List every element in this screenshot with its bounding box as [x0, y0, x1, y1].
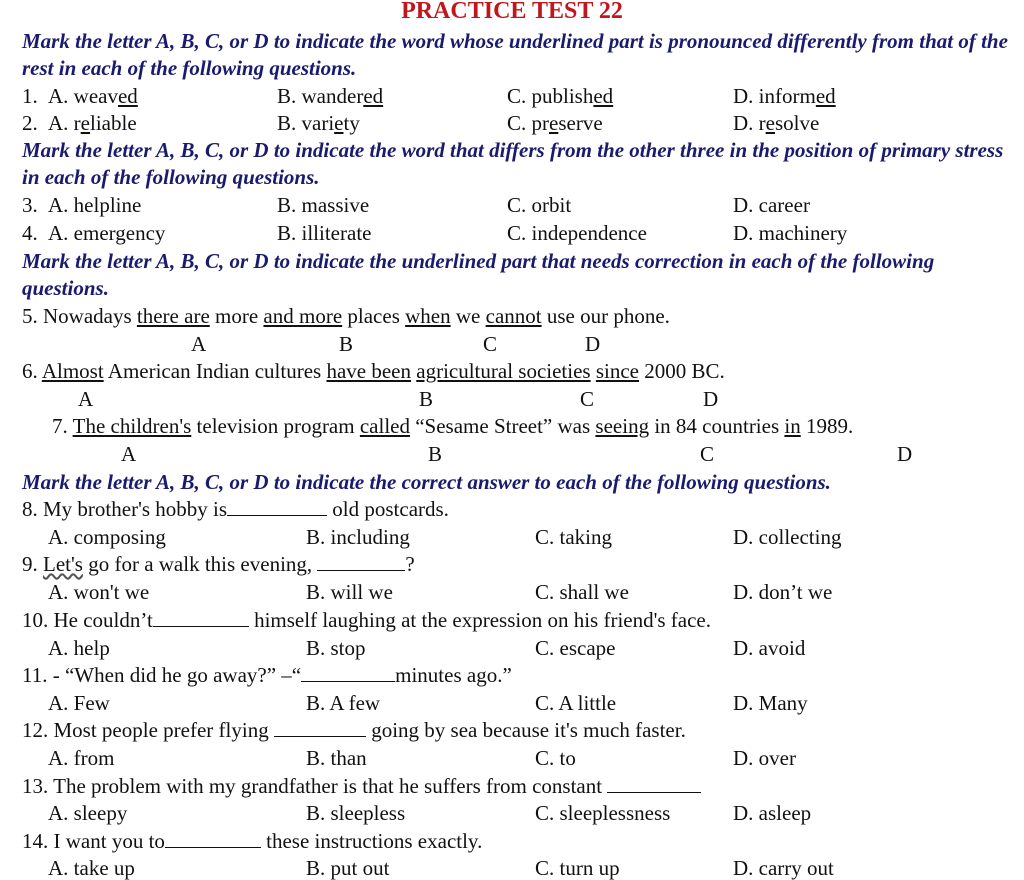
option-a[interactable]: A. helpline	[48, 193, 142, 217]
answer-blank[interactable]	[227, 497, 327, 516]
option-b[interactable]: B. including	[306, 525, 410, 549]
option-c[interactable]: C. taking	[535, 525, 612, 549]
option-a[interactable]: A. reliable	[48, 111, 137, 135]
mark-c[interactable]: C	[580, 387, 595, 411]
instruction-correction: Mark the letter A, B, C, or D to indicate the underlined part that needs correction in each of the following questions.	[22, 249, 935, 300]
option-b[interactable]: B. put out	[306, 856, 390, 880]
option-b[interactable]: B. stop	[306, 636, 366, 660]
option-b[interactable]: B. variety	[277, 111, 360, 135]
option-a[interactable]: A. from	[48, 746, 115, 770]
option-c[interactable]: C. escape	[535, 636, 616, 660]
option-d[interactable]: D. resolve	[733, 111, 820, 135]
question-number: 4.	[22, 221, 38, 245]
option-c[interactable]: C. shall we	[535, 580, 629, 604]
mark-b[interactable]: B	[428, 442, 443, 466]
option-b[interactable]: B. wandered	[277, 84, 384, 108]
mark-d[interactable]: D	[585, 332, 601, 356]
mark-a[interactable]: A	[191, 332, 207, 356]
option-c[interactable]: C. turn up	[535, 856, 620, 880]
question-13: 13. The problem with my grandfather is that he suffers from constant	[22, 774, 701, 798]
option-d[interactable]: D. don’t we	[733, 580, 833, 604]
option-a[interactable]: A. take up	[48, 856, 135, 880]
question-8: 8. My brother's hobby is old postcards.	[22, 497, 449, 521]
option-d[interactable]: D. career	[733, 193, 810, 217]
option-a[interactable]: A. won't we	[48, 580, 150, 604]
mark-d[interactable]: D	[897, 442, 913, 466]
option-c[interactable]: C. published	[507, 84, 614, 108]
mark-a[interactable]: A	[121, 442, 137, 466]
question-7: 7. The children's television program called “Sesame Street” was seeing in 84 countries in 1989.	[52, 414, 854, 438]
answer-blank[interactable]	[317, 552, 405, 571]
option-c[interactable]: C. to	[535, 746, 576, 770]
answer-blank[interactable]	[607, 774, 701, 793]
option-d[interactable]: D. informed	[733, 84, 836, 108]
mark-c[interactable]: C	[700, 442, 715, 466]
option-b[interactable]: B. will we	[306, 580, 393, 604]
option-d[interactable]: D. machinery	[733, 221, 848, 245]
option-d[interactable]: D. asleep	[733, 801, 812, 825]
answer-blank[interactable]	[165, 829, 261, 848]
option-c[interactable]: C. A little	[535, 691, 617, 715]
question-11: 11. - “When did he go away?” –“ minutes ago.”	[22, 663, 512, 687]
question-number: 3.	[22, 193, 38, 217]
question-5: 5. Nowadays there are more and more places when we cannot use our phone.	[22, 304, 670, 328]
option-d[interactable]: D. collecting	[733, 525, 842, 549]
instruction-answers: Mark the letter A, B, C, or D to indicate the correct answer to each of the following questions.	[22, 470, 831, 494]
option-a[interactable]: A. composing	[48, 525, 166, 549]
mark-c[interactable]: C	[483, 332, 498, 356]
option-d[interactable]: D. over	[733, 746, 796, 770]
instruction-pronunciation: Mark the letter A, B, C, or D to indicate the word whose underlined part is pronounced differently from that of the rest in each of the following questions.	[22, 29, 1008, 80]
option-d[interactable]: D. Many	[733, 691, 808, 715]
mark-a[interactable]: A	[78, 387, 94, 411]
option-b[interactable]: B. illiterate	[277, 221, 372, 245]
mark-d[interactable]: D	[703, 387, 719, 411]
option-a[interactable]: A. sleepy	[48, 801, 128, 825]
question-12: 12. Most people prefer flying going by sea because it's much faster.	[22, 718, 686, 742]
option-b[interactable]: B. sleepless	[306, 801, 406, 825]
option-a[interactable]: A. Few	[48, 691, 110, 715]
option-c[interactable]: C. preserve	[507, 111, 603, 135]
mark-b[interactable]: B	[339, 332, 354, 356]
option-d[interactable]: D. carry out	[733, 856, 834, 880]
page-title: PRACTICE TEST 22	[401, 0, 623, 24]
option-b[interactable]: B. than	[306, 746, 367, 770]
option-b[interactable]: B. massive	[277, 193, 370, 217]
option-a[interactable]: A. emergency	[48, 221, 166, 245]
instruction-stress: Mark the letter A, B, C, or D to indicate the word that differs from the other three in the position of primary stress in each of the following questions.	[22, 138, 1004, 189]
option-b[interactable]: B. A few	[306, 691, 381, 715]
answer-blank[interactable]	[301, 663, 395, 682]
mark-b[interactable]: B	[419, 387, 434, 411]
option-c[interactable]: C. orbit	[507, 193, 572, 217]
question-14: 14. I want you to these instructions exactly.	[22, 829, 483, 853]
answer-blank[interactable]	[274, 718, 366, 737]
question-number: 1.	[22, 84, 38, 108]
option-c[interactable]: C. independence	[507, 221, 647, 245]
question-10: 10. He couldn’t himself laughing at the expression on his friend's face.	[22, 608, 712, 632]
option-d[interactable]: D. avoid	[733, 636, 806, 660]
question-6: 6. Almost American Indian cultures have been agricultural societies since 2000 BC.	[22, 359, 725, 383]
question-9: 9. Let's go for a walk this evening, ?	[22, 552, 415, 576]
answer-blank[interactable]	[153, 608, 249, 627]
question-number: 2.	[22, 111, 38, 135]
option-a[interactable]: A. weaved	[48, 84, 138, 108]
option-a[interactable]: A. help	[48, 636, 110, 660]
option-c[interactable]: C. sleeplessness	[535, 801, 671, 825]
